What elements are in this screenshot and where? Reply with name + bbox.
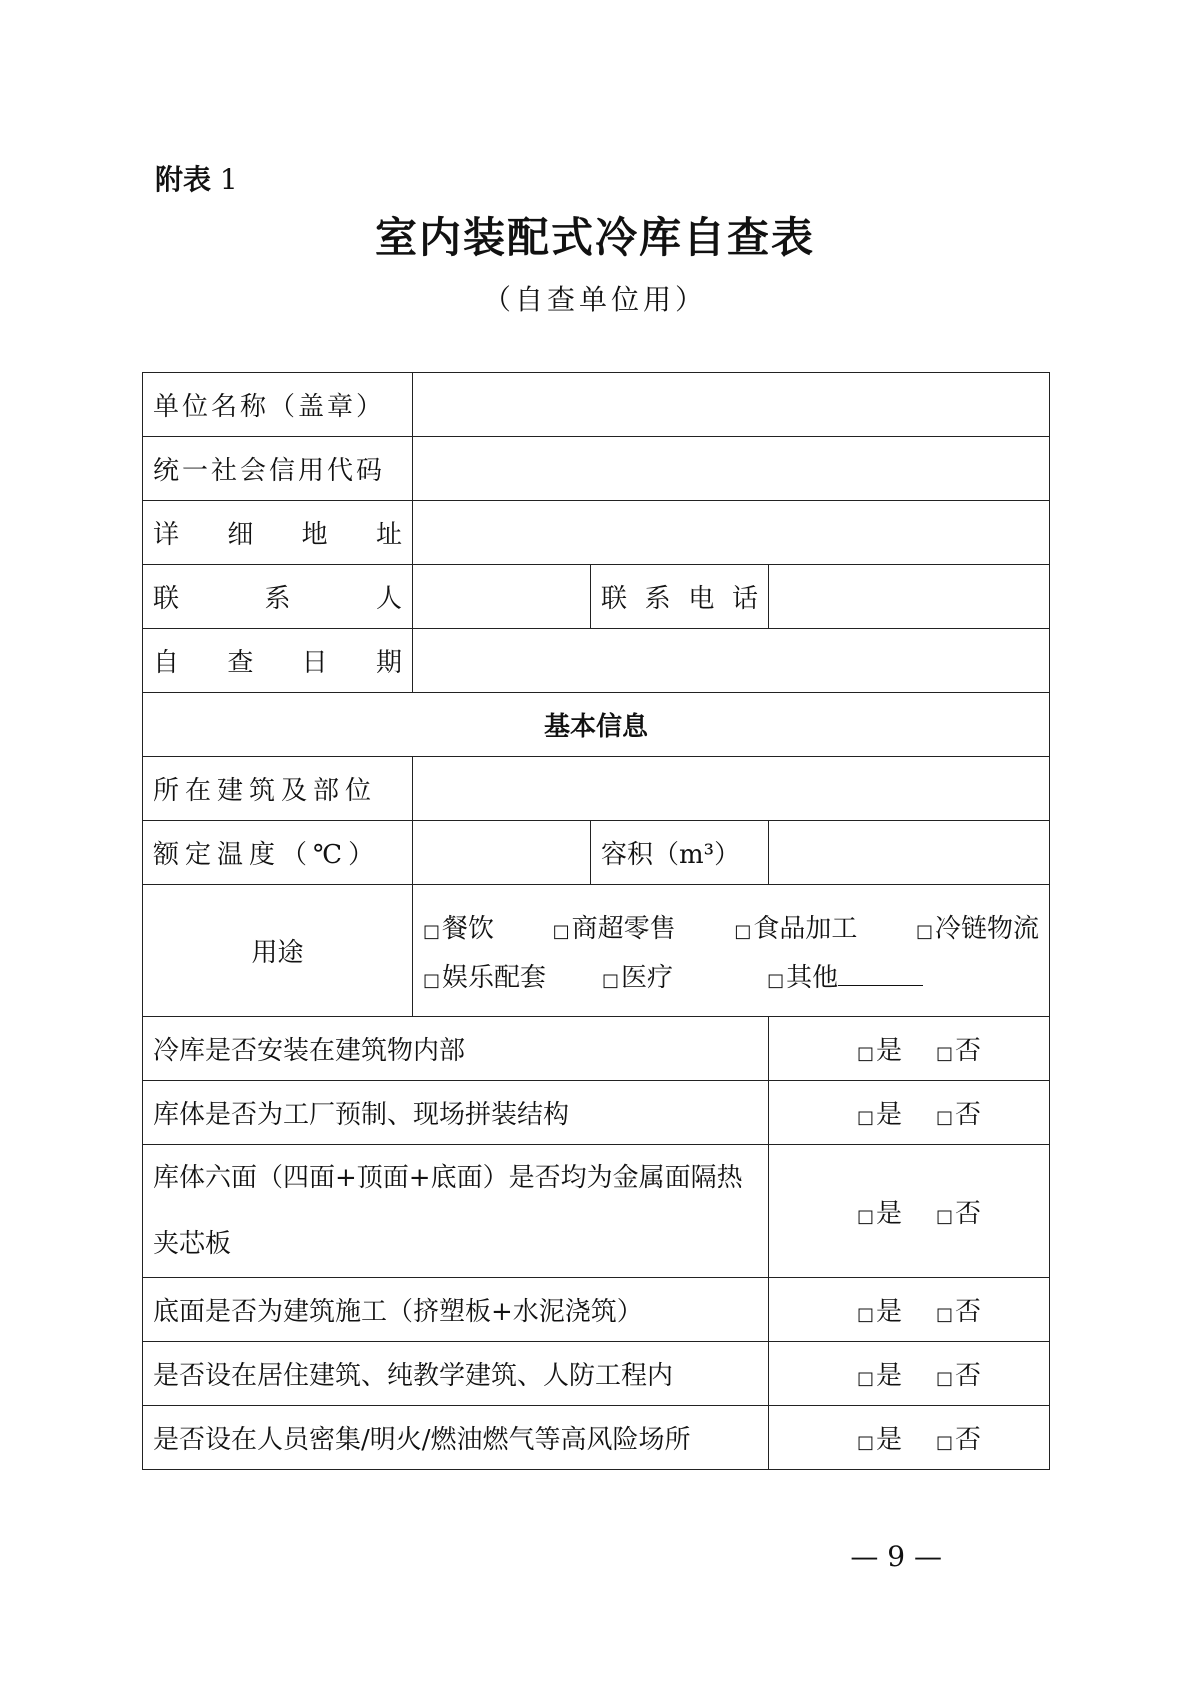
checkbox-icon[interactable]: □ bbox=[552, 920, 570, 942]
self-check-form bbox=[142, 372, 1050, 1470]
yes-option[interactable] bbox=[857, 1193, 902, 1230]
question-text: 冷库是否安装在建筑物内部 bbox=[143, 1017, 769, 1081]
label-char: 自 bbox=[153, 648, 180, 678]
no-label: 否 bbox=[955, 1361, 982, 1391]
label-char: 联 bbox=[601, 584, 628, 614]
no-option[interactable] bbox=[936, 1419, 981, 1456]
checkbox-icon[interactable]: □ bbox=[856, 1205, 874, 1227]
no-option[interactable] bbox=[936, 1094, 981, 1131]
input-address[interactable] bbox=[413, 501, 1050, 565]
no-option[interactable] bbox=[936, 1355, 981, 1392]
checkbox-icon[interactable]: □ bbox=[767, 969, 785, 991]
yes-option[interactable] bbox=[857, 1355, 902, 1392]
option-label: 食品加工 bbox=[753, 913, 858, 944]
option-label: 餐饮 bbox=[442, 913, 495, 944]
question-row bbox=[143, 1406, 1050, 1470]
yes-label: 是 bbox=[875, 1100, 902, 1130]
checkbox-icon[interactable]: □ bbox=[856, 1432, 874, 1453]
row-section-basic-info bbox=[143, 693, 1050, 757]
label-char: 人 bbox=[375, 584, 402, 614]
label-char: 址 bbox=[375, 520, 402, 550]
no-option[interactable] bbox=[936, 1291, 981, 1328]
question-text: 库体六面（四面+顶面+底面）是否均为金属面隔热夹芯板 bbox=[143, 1145, 769, 1278]
label-char: 查 bbox=[227, 648, 254, 678]
checkbox-icon[interactable]: □ bbox=[856, 1043, 874, 1064]
yes-option[interactable] bbox=[857, 1291, 902, 1328]
label-check-date bbox=[143, 629, 413, 693]
section-title-basic-info: 基本信息 bbox=[143, 693, 1050, 757]
row-unit-name bbox=[143, 373, 1050, 437]
row-contact bbox=[143, 565, 1050, 629]
checkbox-icon[interactable]: □ bbox=[936, 1432, 954, 1453]
question-text: 底面是否为建筑施工（挤塑板+水泥浇筑） bbox=[143, 1278, 769, 1342]
input-contact-person[interactable] bbox=[413, 565, 591, 629]
label-char: 日 bbox=[301, 648, 328, 678]
no-label: 否 bbox=[955, 1036, 982, 1066]
label-address bbox=[143, 501, 413, 565]
label-usage: 用途 bbox=[143, 885, 413, 1017]
no-option[interactable] bbox=[936, 1030, 981, 1067]
other-blank-input[interactable] bbox=[838, 963, 923, 986]
label-char: 地 bbox=[301, 520, 328, 550]
yes-no-options bbox=[769, 1017, 1050, 1081]
input-credit-code[interactable] bbox=[413, 437, 1050, 501]
row-building-location bbox=[143, 757, 1050, 821]
input-check-date[interactable] bbox=[413, 629, 1050, 693]
input-rated-temp[interactable] bbox=[413, 821, 591, 885]
row-check-date bbox=[143, 629, 1050, 693]
no-label: 否 bbox=[955, 1297, 982, 1327]
option-label: 其他 bbox=[786, 962, 839, 993]
question-row bbox=[143, 1017, 1050, 1081]
checkbox-icon[interactable]: □ bbox=[602, 969, 620, 991]
label-char: 系 bbox=[264, 584, 291, 614]
option-label: 娱乐配套 bbox=[442, 962, 547, 993]
label-char: 话 bbox=[731, 584, 758, 614]
checkbox-icon[interactable]: □ bbox=[423, 920, 441, 942]
checkbox-icon[interactable]: □ bbox=[936, 1368, 954, 1389]
label-building-location: 所在建筑及部位 bbox=[143, 757, 413, 821]
usage-option-catering[interactable] bbox=[423, 908, 494, 945]
checkbox-icon[interactable]: □ bbox=[936, 1304, 954, 1325]
usage-option-food-processing[interactable] bbox=[734, 908, 857, 945]
label-rated-temp: 额定温度（℃） bbox=[143, 821, 413, 885]
yes-no-options bbox=[769, 1278, 1050, 1342]
yes-label: 是 bbox=[875, 1036, 902, 1066]
option-label: 医疗 bbox=[621, 962, 674, 993]
checkbox-icon[interactable]: □ bbox=[936, 1107, 954, 1128]
yes-no-options bbox=[769, 1406, 1050, 1470]
usage-option-medical[interactable] bbox=[602, 957, 673, 994]
row-usage bbox=[143, 885, 1050, 1017]
label-unit-name: 单位名称（盖章） bbox=[143, 373, 413, 437]
attachment-label-text: 附表 bbox=[155, 163, 212, 196]
label-contact-person bbox=[143, 565, 413, 629]
yes-option[interactable] bbox=[857, 1419, 902, 1456]
label-volume: 容积（m³） bbox=[591, 821, 769, 885]
checkbox-icon[interactable]: □ bbox=[856, 1304, 874, 1325]
usage-option-other[interactable] bbox=[767, 957, 923, 994]
yes-no-options bbox=[769, 1145, 1050, 1278]
no-label: 否 bbox=[955, 1198, 982, 1229]
yes-label: 是 bbox=[875, 1297, 902, 1327]
option-label: 商超零售 bbox=[571, 913, 676, 944]
checkbox-icon[interactable]: □ bbox=[936, 1205, 954, 1227]
usage-option-cold-chain[interactable] bbox=[916, 908, 1039, 945]
checkbox-icon[interactable]: □ bbox=[856, 1107, 874, 1128]
page-number: — 9 — bbox=[850, 1540, 942, 1573]
yes-label: 是 bbox=[875, 1425, 902, 1455]
label-char: 电 bbox=[688, 584, 715, 614]
label-char: 期 bbox=[375, 648, 402, 678]
input-unit-name[interactable] bbox=[413, 373, 1050, 437]
attachment-number: 1 bbox=[219, 163, 238, 196]
label-char: 系 bbox=[644, 584, 671, 614]
label-char: 详 bbox=[153, 520, 180, 550]
yes-no-options bbox=[769, 1342, 1050, 1406]
label-contact-phone bbox=[591, 565, 769, 629]
question-row bbox=[143, 1081, 1050, 1145]
question-row bbox=[143, 1278, 1050, 1342]
usage-options bbox=[413, 885, 1050, 1017]
label-char: 联 bbox=[153, 584, 180, 614]
yes-option[interactable] bbox=[857, 1094, 902, 1131]
input-volume[interactable] bbox=[769, 821, 1050, 885]
question-text: 是否设在人员密集/明火/燃油燃气等高风险场所 bbox=[143, 1406, 769, 1470]
no-label: 否 bbox=[955, 1100, 982, 1130]
yes-label: 是 bbox=[875, 1361, 902, 1391]
question-row bbox=[143, 1145, 1050, 1278]
page-title: 室内装配式冷库自查表 bbox=[374, 213, 815, 262]
yes-no-options bbox=[769, 1081, 1050, 1145]
input-contact-phone[interactable] bbox=[769, 565, 1050, 629]
checkbox-icon[interactable]: □ bbox=[915, 920, 933, 942]
attachment-label bbox=[155, 158, 238, 198]
input-building-location[interactable] bbox=[413, 757, 1050, 821]
row-address bbox=[143, 501, 1050, 565]
checkbox-icon[interactable]: □ bbox=[734, 920, 752, 942]
option-label: 冷链物流 bbox=[934, 913, 1039, 944]
usage-option-entertainment[interactable] bbox=[423, 957, 546, 994]
question-row bbox=[143, 1342, 1050, 1406]
usage-option-retail[interactable] bbox=[553, 908, 676, 945]
label-credit-code: 统一社会信用代码 bbox=[143, 437, 413, 501]
question-text: 库体是否为工厂预制、现场拼装结构 bbox=[143, 1081, 769, 1145]
checkbox-icon[interactable]: □ bbox=[856, 1368, 874, 1389]
page-subtitle: （自查单位用） bbox=[482, 283, 707, 316]
yes-label: 是 bbox=[875, 1198, 902, 1229]
label-char: 细 bbox=[227, 520, 254, 550]
row-temp-volume bbox=[143, 821, 1050, 885]
yes-option[interactable] bbox=[857, 1030, 902, 1067]
question-text: 是否设在居住建筑、纯教学建筑、人防工程内 bbox=[143, 1342, 769, 1406]
no-option[interactable] bbox=[936, 1193, 981, 1230]
row-credit-code bbox=[143, 437, 1050, 501]
checkbox-icon[interactable]: □ bbox=[423, 969, 441, 991]
checkbox-icon[interactable]: □ bbox=[936, 1043, 954, 1064]
no-label: 否 bbox=[955, 1425, 982, 1455]
